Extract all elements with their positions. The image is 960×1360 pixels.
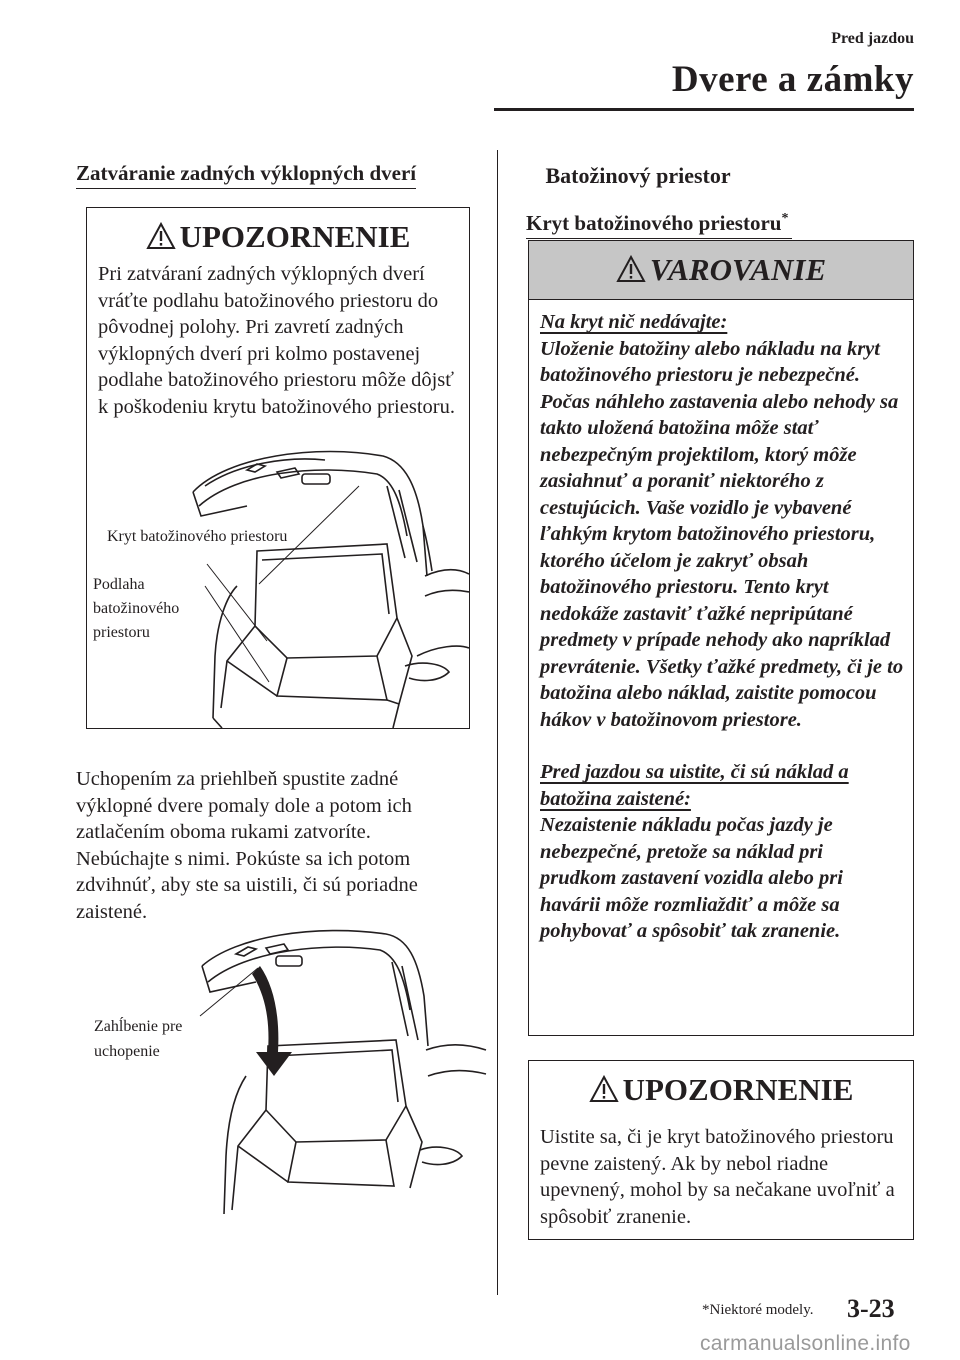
warning-subheading-1: Na kryt nič nedávajte:	[540, 311, 728, 333]
instructions-line: Uchopením za priehlbeň spustite zadné	[76, 768, 399, 790]
tailgate-closing-illustration	[196, 926, 488, 1214]
caution-heading-text: UPOZORNENIE	[179, 219, 411, 254]
warning-paragraph-2: Nezaistenie nákladu počas jazdy je nebezpečné, pretože sa náklad pri prudkom zastavení vozidla alebo pri havárii môže rozmliaždiť a môže sa pohybovať a spôsobiť tak zranenie.	[540, 814, 843, 942]
warning-content	[540, 309, 904, 945]
section-title-cargo-text: Batožinový priestor	[545, 163, 731, 188]
figure-label-grip-1: Zahĺbenie pre	[94, 1018, 183, 1035]
instructions-line: výklopné dvere pomaly dole a potom ich	[76, 794, 412, 817]
subsection-title-text: Kryt batožinového priestoru	[526, 211, 782, 235]
warning-box	[528, 240, 914, 1036]
running-header-section: Pred jazdou	[831, 30, 914, 47]
instructions-line: zaistené.	[76, 900, 148, 923]
figure-label-floor-2: batožinového	[93, 600, 180, 617]
running-header-chapter: Dvere a zámky	[671, 59, 914, 100]
figure-label-cargo-cover: Kryt batožinového priestoru	[107, 528, 288, 545]
footnote-mark: *	[781, 211, 789, 226]
warning-triangle-icon	[616, 244, 646, 302]
figure-label-grip-2: uchopenie	[94, 1043, 160, 1060]
caution-box-2	[528, 1060, 914, 1240]
section-bullet-icon	[526, 167, 538, 183]
instructions-line: Nebúchajte s nimi. Pokúste sa ich potom	[76, 847, 411, 870]
warning-heading-text: VAROVANIE	[649, 252, 827, 287]
header-rule	[494, 108, 914, 111]
column-divider	[497, 150, 498, 1295]
caution-text: Pri zatváraní zadných výklopných dverí vráťte podlahu batožinového priestoru do pôvodnej polohy. Pri zavretí zadných výklopných dverí pri kolmo postavenej podlahe batožinového priestoru môže dôjsť k poškodeniu krytu batožinového priestoru.	[98, 263, 455, 418]
subsection-title	[526, 206, 792, 236]
watermark: carmanualsonline.info	[700, 1332, 911, 1355]
warning-paragraph-1: Uloženie batožiny alebo nákladu na kryt batožinového priestoru je nebezpečné. Počas náhleho zastavenia alebo nehody sa takto uložená batožina môže stať nebezpečným projektilom, ktorý môže zasiahnuť a poraniť niektorého z cestujúcich. Vaše vozidlo je vybavené ľahkým krytom batožinového priestoru, ktorého účelom je zakryť obsah batožinového priestoru. Tento kryt nedokáže zastaviť ťažké nepripútané predmety v prípade nehody ako napríklad prevrátenie. Všetky ťažké predmety, či je to batožina alebo náklad, zaistite pomocou hákov v batožinovom priestore.	[540, 337, 904, 731]
instructions-text	[76, 766, 486, 926]
figure-label-floor-1: Podlaha	[93, 576, 145, 593]
instructions-line: zatlačením oboma rukami zatvoríte.	[76, 821, 371, 844]
caution-2-text: Uistite sa, či je kryt batožinového priestoru pevne zaistený. Ak by nebol riadne upevnený, mohol by sa nečakane uvoľniť a spôsobiť zranenie.	[540, 1126, 895, 1228]
warning-triangle-icon	[589, 1064, 619, 1122]
subsection-title-underline	[526, 211, 792, 239]
caution-box-heading	[87, 208, 469, 266]
caution-box-2-heading	[529, 1061, 913, 1119]
section-title-text: Zatváranie zadných výklopných dverí	[76, 161, 416, 189]
figure-label-floor-3: priestoru	[93, 624, 150, 641]
instructions-line: zdvihnúť, aby ste sa uistili, či sú poriadne	[76, 874, 418, 897]
footnote: *Niektoré modely.	[702, 1302, 814, 1318]
page-number: 3-23	[847, 1294, 895, 1323]
section-title-cargo	[526, 163, 731, 189]
caution-2-heading-text: UPOZORNENIE	[622, 1072, 854, 1107]
warning-subheading-2: Pred jazdou sa uistite, či sú náklad a batožina zaistené:	[540, 761, 849, 810]
close-arrow-icon	[252, 966, 292, 1076]
section-title	[76, 160, 416, 186]
spacer	[540, 733, 904, 759]
warning-box-heading	[529, 241, 913, 300]
caution-box	[86, 207, 470, 729]
